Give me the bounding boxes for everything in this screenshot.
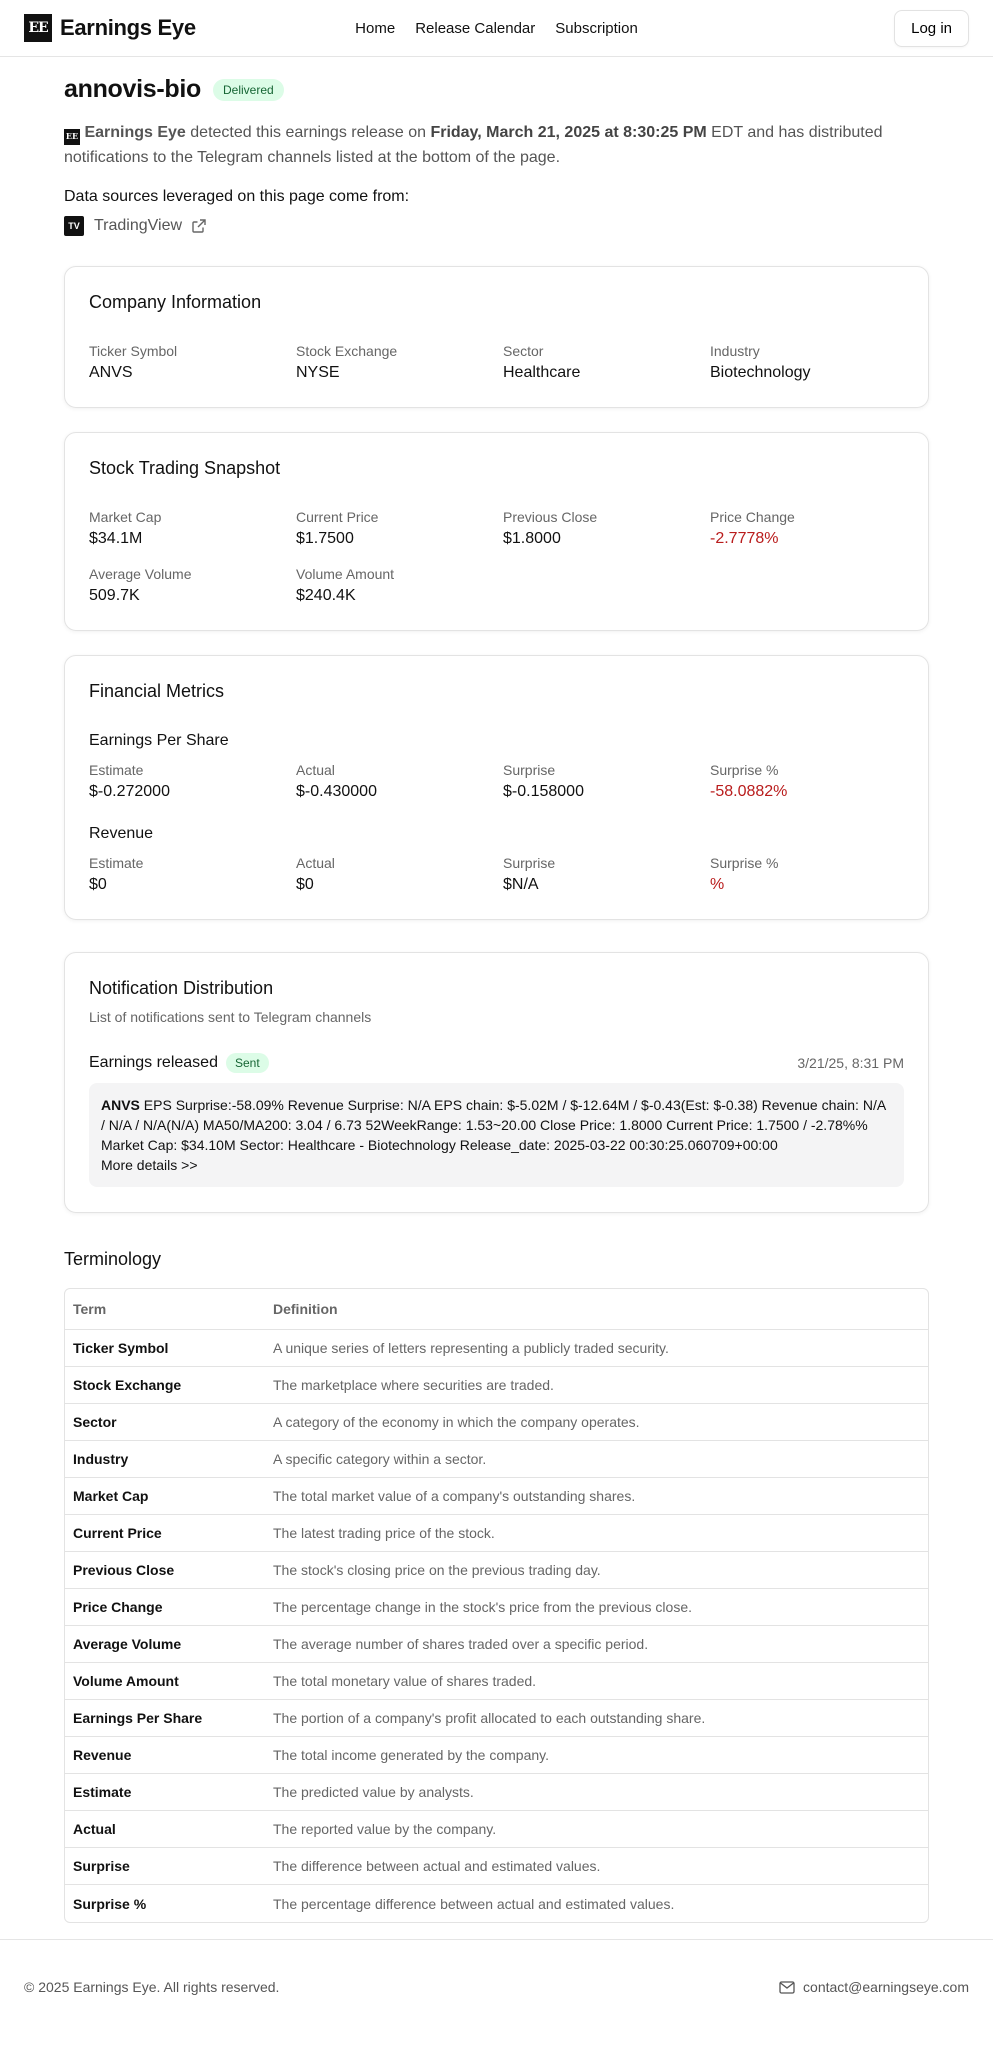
field-value: $-0.272000 — [89, 783, 170, 800]
field-value: -2.7778% — [710, 530, 779, 547]
table-row — [65, 1515, 928, 1552]
field-value: $-0.430000 — [296, 783, 377, 800]
field-label: Current Price — [296, 509, 379, 525]
field-value: $0 — [296, 876, 314, 893]
definition-cell: The total income generated by the company. — [265, 1737, 928, 1774]
intro-date: Friday, March 21, 2025 at 8:30:25 PM — [430, 124, 707, 141]
intro-text — [64, 120, 929, 170]
field-average-volume — [89, 566, 296, 605]
field-value: $240.4K — [296, 587, 356, 604]
definition-cell: The percentage difference between actual and estimated values. — [273, 1895, 675, 1912]
term-cell: Earnings Per Share — [65, 1700, 265, 1737]
field-label: Actual — [296, 855, 335, 871]
field-label: Estimate — [89, 855, 144, 871]
footer — [0, 1939, 993, 2034]
table-row — [65, 1885, 928, 1922]
source-name[interactable]: TradingView — [94, 217, 183, 234]
definition-cell: The difference between actual and estimated values. — [265, 1848, 928, 1885]
field-industry — [710, 343, 904, 382]
eps-actual — [296, 762, 503, 801]
definition-cell: The predicted value by analysts. — [265, 1774, 928, 1811]
revenue-estimate — [89, 855, 296, 894]
definition-cell: A specific category within a sector. — [265, 1441, 928, 1478]
term-cell: Actual — [65, 1811, 265, 1848]
company-info-card — [64, 266, 929, 408]
message-ticker: ANVS — [101, 1097, 140, 1113]
field-label: Actual — [296, 762, 335, 778]
definition-cell: A unique series of letters representing a publicly traded security. — [265, 1330, 928, 1367]
table-row — [65, 1404, 928, 1441]
field-price-change — [710, 509, 904, 548]
field-label: Estimate — [89, 762, 144, 778]
field-value: NYSE — [296, 364, 340, 381]
table-row — [65, 1774, 928, 1811]
intro-part-1: detected this earnings release on — [185, 124, 431, 141]
table-row — [65, 1330, 928, 1367]
col-term: Term — [65, 1289, 265, 1330]
table-row — [65, 1626, 928, 1663]
field-label: Surprise % — [710, 762, 779, 778]
eps-grid — [89, 762, 904, 801]
field-exchange — [296, 343, 503, 382]
definition-cell: The percentage change in the stock's price from the previous close. — [265, 1589, 928, 1626]
notification-header — [89, 1053, 904, 1073]
sources-title: Data sources leveraged on this page come from: — [64, 188, 410, 205]
brand-name: Earnings Eye — [60, 15, 196, 40]
col-definition: Definition — [265, 1289, 928, 1330]
field-label: Industry — [710, 343, 760, 359]
field-label: Price Change — [710, 509, 795, 525]
copyright: © 2025 Earnings Eye. All rights reserved. — [24, 1979, 280, 1995]
sent-badge: Sent — [226, 1053, 269, 1073]
definition-cell: The portion of a company's profit allocated to each outstanding share. — [265, 1700, 928, 1737]
definition-cell: The marketplace where securities are traded. — [265, 1367, 928, 1404]
contact-email[interactable]: contact@earningseye.com — [803, 1979, 969, 1995]
stock-snapshot-grid — [89, 509, 904, 605]
term-cell: Industry — [65, 1441, 265, 1478]
field-value: % — [710, 876, 725, 893]
field-value: $0 — [89, 876, 107, 893]
definition-cell: The latest trading price of the stock. — [265, 1515, 928, 1552]
notification-title: Notification Distribution — [89, 978, 274, 998]
terminology-body — [65, 1330, 928, 1922]
brand-logo-icon: EE — [24, 14, 52, 42]
field-previous-close — [503, 509, 710, 548]
company-info-grid — [89, 343, 904, 382]
term-cell: Surprise % — [73, 1895, 147, 1912]
message-body: EPS Surprise:-58.09% Revenue Surprise: N/A EPS chain: $-5.02M / $-12.64M / $-0.43(Est: $-0.38) Revenue chain: N/A / N/A / N/A(N/A) MA50/MA200: 3.04 / 6.73 52WeekRange: 1.53~20.00 Close Price: 1.8000 Current Price: 1.7500 / -2.78%% Market Cap: $34.10M Sector: Healthcare - Biotechnology Release_date: 2025-03-22 00:30:25.060709+00:00 — [101, 1097, 886, 1153]
notification-card — [64, 952, 929, 1213]
brand-mini-logo-icon: EE — [64, 129, 80, 145]
brand[interactable] — [24, 14, 196, 42]
notification-subtitle: List of notifications sent to Telegram channels — [89, 1009, 372, 1025]
table-row — [65, 1478, 928, 1515]
field-label: Surprise — [503, 762, 556, 778]
field-value: Biotechnology — [710, 364, 811, 381]
field-volume-amount — [296, 566, 503, 605]
financial-metrics-title: Financial Metrics — [89, 681, 225, 701]
mail-icon — [779, 1981, 795, 1994]
title-row — [64, 75, 929, 104]
term-cell: Previous Close — [65, 1552, 265, 1589]
field-value: $N/A — [503, 876, 539, 893]
revenue-surprise — [503, 855, 710, 894]
eps-estimate — [89, 762, 296, 801]
revenue-actual — [296, 855, 503, 894]
field-value: -58.0882% — [710, 783, 788, 800]
field-label: Market Cap — [89, 509, 162, 525]
field-label: Surprise — [503, 855, 556, 871]
notification-time: 3/21/25, 8:31 PM — [797, 1055, 904, 1071]
term-cell: Price Change — [65, 1589, 265, 1626]
field-label: Sector — [503, 343, 544, 359]
definition-cell: A category of the economy in which the company operates. — [265, 1404, 928, 1441]
top-header — [0, 0, 993, 57]
field-value: $-0.158000 — [503, 783, 584, 800]
table-row — [65, 1848, 928, 1885]
intro-part-2: EDT and has distributed notifications to the Telegram channels listed at the bottom of the page. — [64, 124, 883, 166]
revenue-surprise-pct — [710, 855, 904, 894]
field-label: Volume Amount — [296, 566, 395, 582]
table-row — [65, 1663, 928, 1700]
definition-cell: The total market value of a company's outstanding shares. — [265, 1478, 928, 1515]
notification-message — [89, 1083, 904, 1187]
stock-snapshot-card — [64, 432, 929, 631]
terminology-table — [64, 1288, 929, 1923]
field-label: Previous Close — [503, 509, 598, 525]
field-value: ANVS — [89, 364, 133, 381]
table-row — [65, 1811, 928, 1848]
notification-left — [89, 1053, 269, 1073]
field-market-cap — [89, 509, 296, 548]
nav-subscription[interactable]: Subscription — [555, 19, 638, 37]
term-cell: Ticker Symbol — [65, 1330, 265, 1367]
eps-surprise — [503, 762, 710, 801]
status-badge: Delivered — [213, 79, 284, 101]
main-nav — [355, 20, 638, 37]
field-value: $1.7500 — [296, 530, 354, 547]
nav-release-calendar[interactable]: Release Calendar — [415, 19, 536, 37]
field-value: 509.7K — [89, 587, 140, 604]
definition-cell: The total monetary value of shares traded. — [265, 1663, 928, 1700]
table-row — [65, 1552, 928, 1589]
field-sector — [503, 343, 710, 382]
field-label: Surprise % — [710, 855, 779, 871]
term-cell: Average Volume — [65, 1626, 265, 1663]
table-row — [65, 1367, 928, 1404]
field-value: $34.1M — [89, 530, 143, 547]
table-row — [65, 1737, 928, 1774]
tradingview-logo-icon: TV — [64, 216, 84, 236]
field-label: Ticker Symbol — [89, 343, 178, 359]
login-button[interactable]: Log in — [894, 10, 969, 47]
terminology-title: Terminology — [64, 1249, 162, 1269]
table-row — [65, 1589, 928, 1626]
revenue-title: Revenue — [89, 825, 154, 842]
field-current-price — [296, 509, 503, 548]
table-row — [65, 1441, 928, 1478]
page-title: annovis-bio — [64, 75, 201, 103]
field-ticker — [89, 343, 296, 382]
financial-metrics-card — [64, 655, 929, 920]
revenue-grid — [89, 855, 904, 894]
term-cell: Volume Amount — [65, 1663, 265, 1700]
company-info-title: Company Information — [89, 292, 262, 312]
term-cell: Market Cap — [65, 1478, 265, 1515]
term-cell: Surprise — [65, 1848, 265, 1885]
main-content — [64, 57, 929, 1923]
term-cell: Sector — [65, 1404, 265, 1441]
stock-snapshot-title: Stock Trading Snapshot — [89, 458, 281, 478]
table-row — [65, 1700, 928, 1737]
field-label: Average Volume — [89, 566, 192, 582]
footer-contact[interactable] — [779, 1979, 969, 1995]
field-value: $1.8000 — [503, 530, 561, 547]
definition-cell: The average number of shares traded over a specific period. — [265, 1626, 928, 1663]
table-header-row — [65, 1289, 928, 1330]
field-label: Stock Exchange — [296, 343, 398, 359]
field-value: Healthcare — [503, 364, 581, 381]
term-cell: Estimate — [65, 1774, 265, 1811]
external-link-icon[interactable] — [192, 219, 206, 233]
term-cell: Stock Exchange — [65, 1367, 265, 1404]
notification-name: Earnings released — [89, 1054, 218, 1071]
term-cell: Current Price — [65, 1515, 265, 1552]
intro-brand: Earnings Eye — [84, 124, 186, 141]
term-cell: Revenue — [65, 1737, 265, 1774]
more-details-link[interactable]: More details >> — [101, 1157, 198, 1173]
eps-title: Earnings Per Share — [89, 732, 229, 749]
definition-cell: The reported value by the company. — [265, 1811, 928, 1848]
definition-cell: The stock's closing price on the previous trading day. — [265, 1552, 928, 1589]
eps-surprise-pct — [710, 762, 904, 801]
source-tradingview[interactable] — [64, 216, 929, 236]
nav-home[interactable]: Home — [355, 19, 396, 37]
